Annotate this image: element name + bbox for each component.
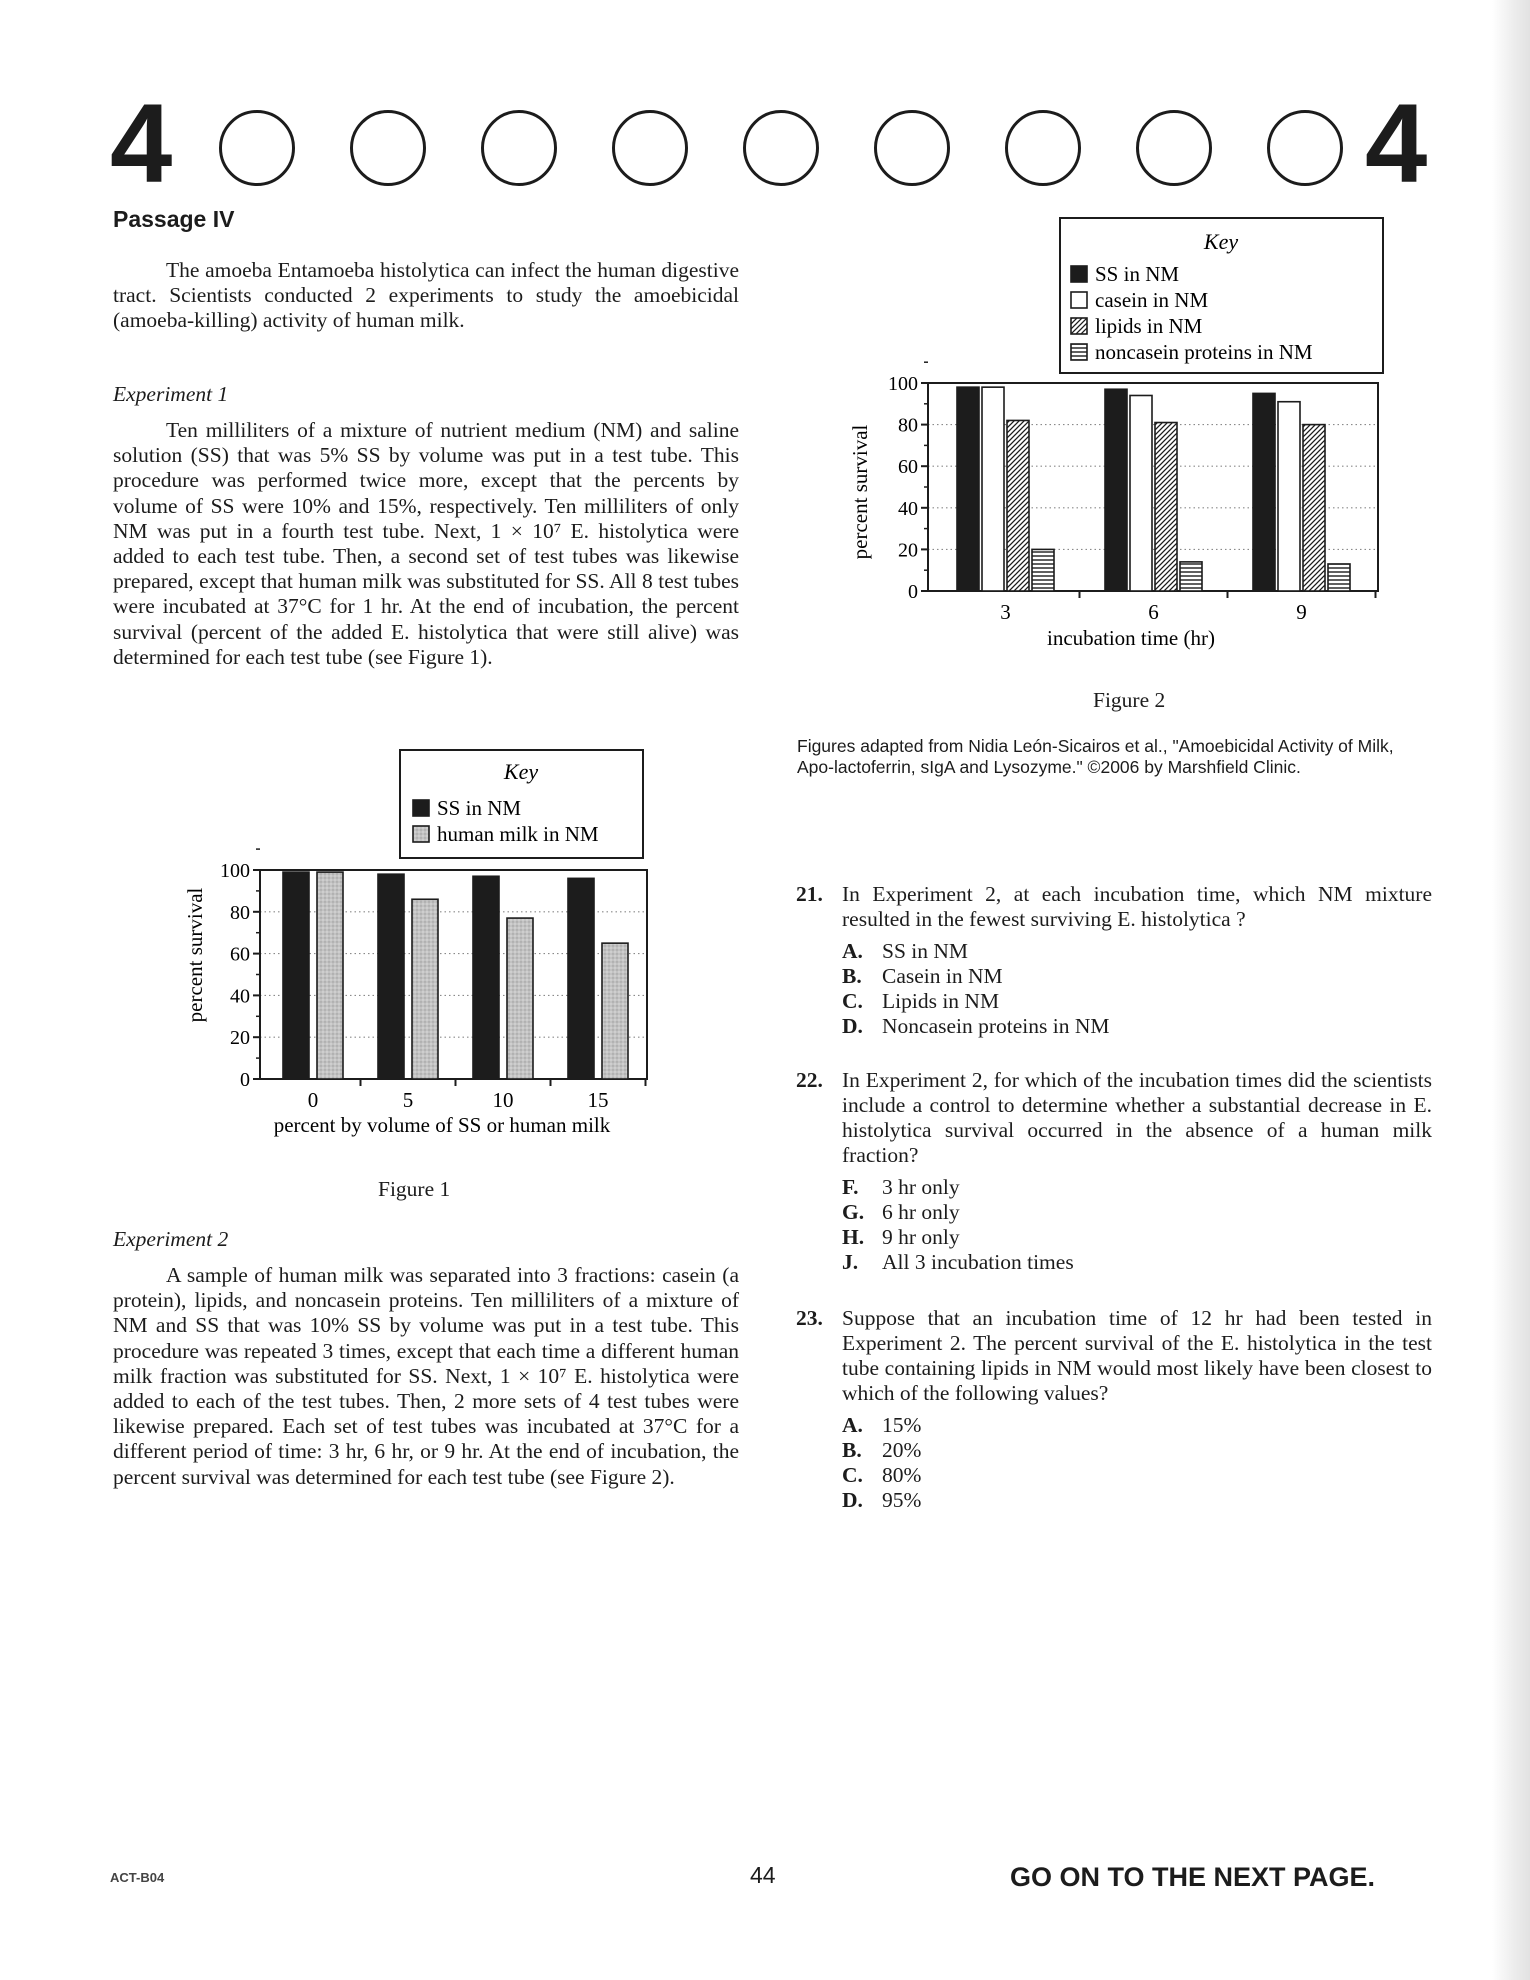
bar-light (507, 918, 533, 1079)
y-tick-label: 0 (908, 581, 918, 603)
figure2-xlabel: incubation time (hr) (1047, 626, 1215, 650)
answer-option[interactable] (842, 989, 1432, 1014)
y-tick-label: 40 (230, 985, 250, 1008)
legend-label: lipids in NM (1095, 314, 1203, 338)
header-circle (1005, 110, 1081, 186)
figure1-chart (180, 745, 670, 1140)
x-tick-label: 9 (1296, 600, 1307, 624)
answer-option-letter: C. (842, 1463, 863, 1487)
question-number: 23. (796, 1306, 823, 1330)
header-circle (1136, 110, 1212, 186)
answer-option-letter: G. (842, 1200, 865, 1224)
header-circle (743, 110, 819, 186)
figure1-ylabel: percent survival (183, 887, 207, 1023)
answer-option-letter: A. (842, 939, 863, 963)
y-tick-label: 60 (230, 943, 250, 966)
bar-light (317, 872, 343, 1079)
bar-open (1278, 402, 1300, 591)
legend-swatch-horizontal (1071, 344, 1087, 360)
header-circle (350, 110, 426, 186)
y-tick-label: 100 (220, 860, 250, 882)
figure1-key-title: Key (503, 759, 539, 784)
answer-option-letter: F. (842, 1175, 859, 1199)
footer-next-page: GO ON TO THE NEXT PAGE. (1010, 1862, 1376, 1892)
experiment1-heading: Experiment 1 (113, 382, 229, 406)
bar-light (602, 943, 628, 1079)
question-number: 21. (796, 882, 823, 906)
legend-swatch-diagonal (1071, 318, 1087, 334)
answer-option-text: 6 hr only (882, 1200, 960, 1224)
figure1-xlabel: percent by volume of SS or human milk (273, 1113, 611, 1137)
y-tick-label: 20 (230, 1027, 250, 1050)
answer-option-letter: B. (842, 964, 862, 988)
answer-option-text: 9 hr only (882, 1225, 960, 1249)
answer-option[interactable] (842, 1438, 1432, 1463)
answer-option[interactable] (842, 1200, 1432, 1225)
answer-option-text: All 3 incubation times (882, 1250, 1074, 1274)
figure-credit: Figures adapted from Nidia León-Sicairos et al., "Amoebicidal Activity of Milk, Apo-lactoferrin, sIgA and Lysozyme." ©2006 by Marshfield Clinic. (797, 736, 1394, 777)
bar-light (412, 899, 438, 1079)
answer-option-text: Lipids in NM (882, 989, 1000, 1013)
question-stem: Suppose that an incubation time of 12 hr had been tested in Experiment 2. The percent survival of the E. histolytica in the test tube containing lipids in NM would most likely have been closest to which of the following values? (842, 1306, 1432, 1405)
bar-solid (1105, 389, 1127, 591)
question-2 (796, 1306, 1432, 1513)
answer-option-text: 80% (882, 1463, 922, 1487)
experiment2-heading: Experiment 2 (113, 1227, 229, 1251)
bar-solid (568, 878, 594, 1079)
answer-option[interactable] (842, 1413, 1432, 1438)
answer-option-letter: J. (842, 1250, 859, 1274)
bar-solid (473, 876, 499, 1079)
question-0 (796, 882, 1432, 1039)
answer-option[interactable] (842, 1250, 1432, 1275)
legend-label: noncasein proteins in NM (1095, 340, 1313, 364)
bar-solid (1253, 393, 1275, 591)
page-edge-shadow (1492, 0, 1530, 1980)
passage-intro: The amoeba Entamoeba histolytica can infect the human digestive tract. Scientists conducted 2 experiments to study the amoebicidal (amoeba-killing) activity of human milk. (113, 258, 739, 333)
legend-label: human milk in NM (437, 822, 599, 846)
answer-option-text: Casein in NM (882, 964, 1003, 988)
y-tick-label: 20 (898, 539, 918, 562)
footer-page-number: 44 (750, 1862, 776, 1888)
section-number-left: 4 (110, 81, 173, 206)
question-stem: In Experiment 2, for which of the incubation times did the scientists include a control to determine whether a substantial decrease in E. histolytica survival occurred in the absence of a human milk fraction? (842, 1068, 1432, 1167)
header-circle (612, 110, 688, 186)
answer-option-text: Noncasein proteins in NM (882, 1014, 1110, 1038)
y-tick-label: 60 (898, 456, 918, 479)
bar-solid (283, 872, 309, 1079)
bar-solid (378, 874, 404, 1079)
answer-option[interactable] (842, 1014, 1432, 1039)
figure2-caption: Figure 2 (1093, 688, 1166, 712)
bar-diagonal (1007, 420, 1029, 591)
answer-option-letter: D. (842, 1014, 863, 1038)
figure2-key-title: Key (1203, 229, 1239, 254)
legend-label: SS in NM (437, 796, 522, 820)
experiment1-text: Ten milliliters of a mixture of nutrient medium (NM) and saline solution (SS) that was 5% SS by volume was put in a test tube. This procedure was performed twice more, except that the percents by volume of SS were 10% and 15%, respectively. Ten milliliters of only NM was put in a fourth test tube. Next, 1 × 10⁷ E. histolytica were added to each test tube. Then, a second set of test tubes was likewise prepared, except that human milk was substituted for SS. All 8 test tubes were incubated at 37°C for 1 hr. At the end of incubation, the percent survival (percent of the added E. histolytica that were still alive) was determined for each test tube (see Figure 1). (113, 418, 739, 669)
answer-option-text: 95% (882, 1488, 922, 1512)
answer-option[interactable] (842, 1488, 1432, 1513)
answer-option[interactable] (842, 1175, 1432, 1200)
experiment2-text: A sample of human milk was separated into 3 fractions: casein (a protein), lipids, and noncasein proteins. Ten milliliters of a mixture of NM and SS that was 10% SS by volume was put in a test tube. This procedure was repeated 3 times, except that each time a different human milk fraction was substituted for SS. Next, 1 × 10⁷ E. histolytica were added to each of the test tubes. Then, 2 more sets of 4 test tubes were likewise prepared. Each set of test tubes was incubated at 37°C for a different period of time: 3 hr, 6 hr, or 9 hr. At the end of incubation, the percent survival was determined for each test tube (see Figure 2). (113, 1263, 739, 1489)
header-circle (481, 110, 557, 186)
answer-option[interactable] (842, 964, 1432, 989)
answer-option-letter: H. (842, 1225, 865, 1249)
answer-option[interactable] (842, 939, 1432, 964)
header-circle (219, 110, 295, 186)
bar-open (1130, 395, 1152, 591)
question-stem: In Experiment 2, at each incubation time, which NM mixture resulted in the fewest surviving E. histolytica ? (842, 882, 1432, 931)
legend-swatch-solid (1071, 266, 1087, 282)
figure2-ylabel: percent survival (848, 424, 872, 560)
figure2-chart (845, 215, 1405, 665)
answer-option[interactable] (842, 1225, 1432, 1250)
legend-swatch-solid (413, 800, 429, 816)
answer-option[interactable] (842, 1463, 1432, 1488)
answer-option-text: 20% (882, 1438, 922, 1462)
answer-option-letter: D. (842, 1488, 863, 1512)
y-tick-label: 100 (888, 373, 918, 395)
x-tick-label: 15 (587, 1088, 609, 1112)
bar-horizontal (1328, 564, 1350, 591)
bar-diagonal (1155, 423, 1177, 591)
x-tick-label: 0 (307, 1088, 319, 1112)
bar-horizontal (1032, 549, 1054, 591)
bar-diagonal (1303, 425, 1325, 591)
answer-option-letter: A. (842, 1413, 863, 1437)
answer-option-text: 3 hr only (882, 1175, 960, 1199)
answer-option-letter: C. (842, 989, 863, 1013)
bar-solid (957, 387, 979, 591)
y-tick-label: 40 (898, 497, 918, 520)
x-tick-label: 5 (402, 1088, 414, 1112)
section-number-right: 4 (1365, 81, 1428, 206)
legend-swatch-light (413, 826, 429, 842)
header-circle (1267, 110, 1343, 186)
y-tick-label: 80 (898, 414, 918, 437)
answer-option-letter: B. (842, 1438, 862, 1462)
legend-swatch-open (1071, 292, 1087, 308)
y-tick-label: 80 (230, 901, 250, 924)
bar-open (982, 387, 1004, 591)
y-tick-label: 0 (240, 1069, 250, 1091)
x-tick-label: 10 (492, 1088, 514, 1112)
header-circle (874, 110, 950, 186)
x-tick-label: 6 (1148, 600, 1159, 624)
answer-option-text: 15% (882, 1413, 922, 1437)
figure1-caption: Figure 1 (378, 1177, 451, 1201)
answer-option-text: SS in NM (882, 939, 969, 963)
footer-test-code: ACT-B04 (110, 1870, 165, 1885)
passage-title: Passage IV (113, 206, 235, 232)
legend-label: SS in NM (1095, 262, 1180, 286)
bar-horizontal (1180, 562, 1202, 591)
question-1 (796, 1068, 1432, 1275)
x-tick-label: 3 (1000, 600, 1011, 624)
question-number: 22. (796, 1068, 823, 1092)
legend-label: casein in NM (1095, 288, 1209, 312)
